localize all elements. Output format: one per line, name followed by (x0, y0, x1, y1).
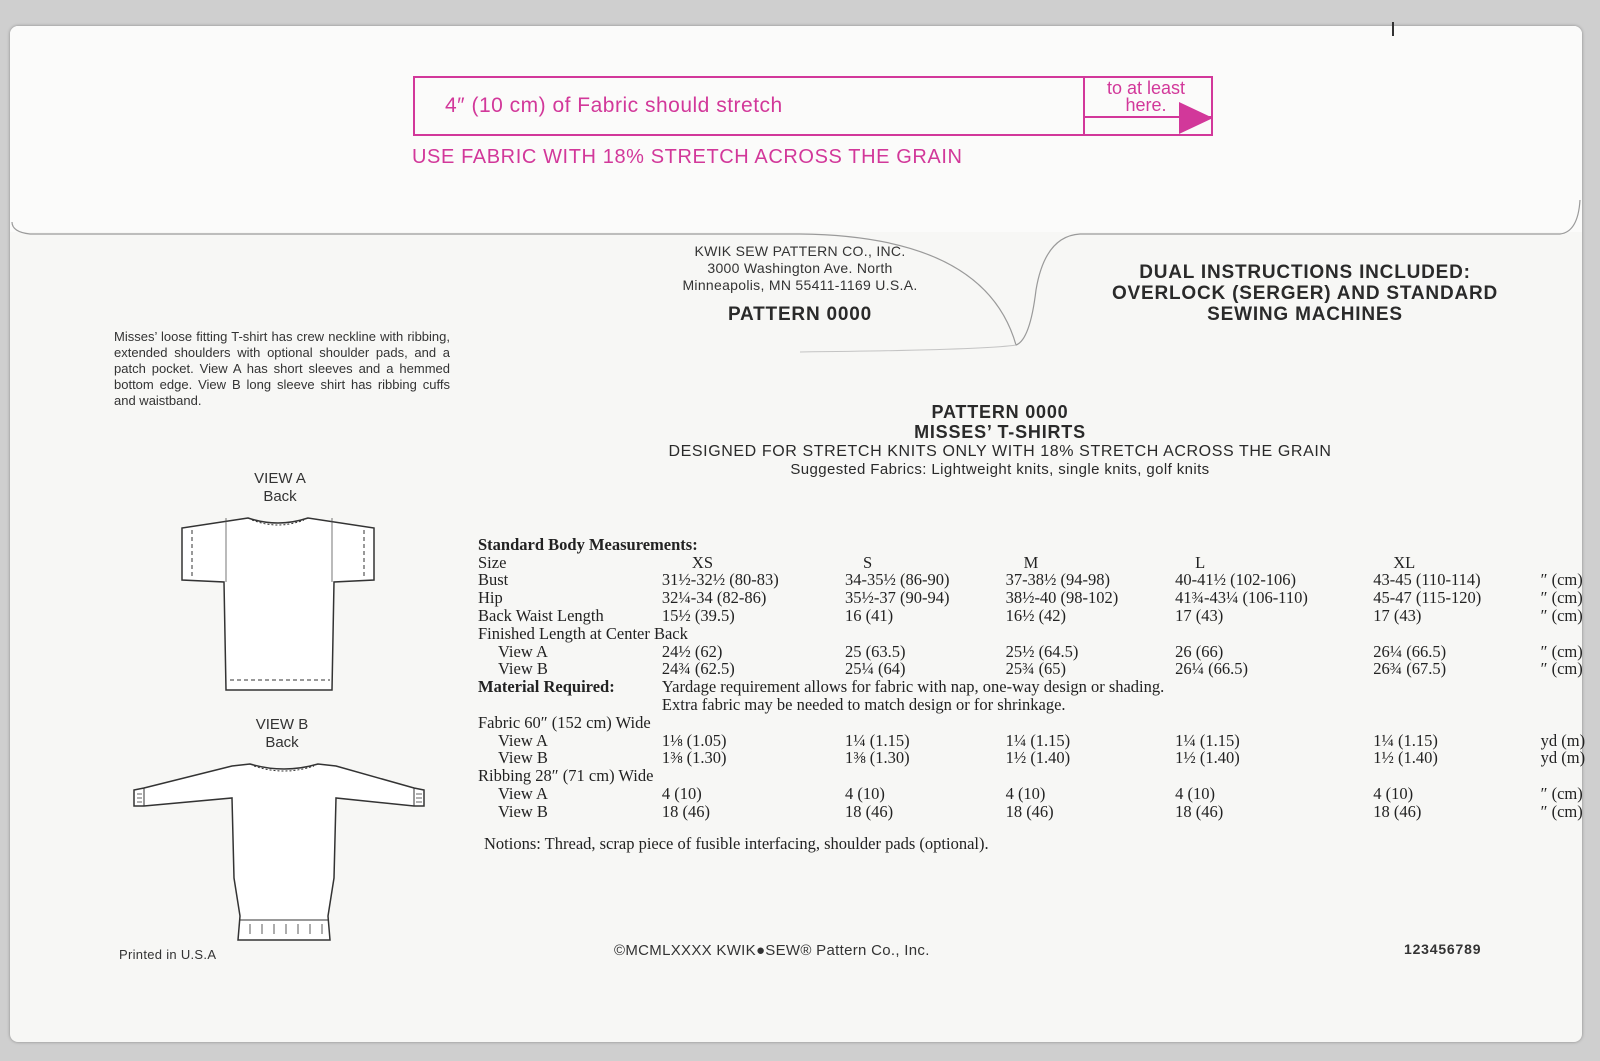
dual-line2: OVERLOCK (SERGER) AND STANDARD (1111, 283, 1499, 304)
table-row (478, 553, 1600, 571)
table-row (478, 713, 1600, 731)
table-row (478, 677, 1600, 695)
size-xs: XS (691, 552, 714, 572)
cell: 25¾ (65) (1005, 659, 1067, 679)
view-a-title: VIEW A (254, 470, 306, 487)
cell: 4 (10) (1373, 783, 1414, 803)
table-row (478, 588, 1600, 606)
size-label: Size (478, 552, 507, 572)
cell: 1½ (1.40) (1005, 748, 1071, 768)
cell: 1⅛ (1.05) (661, 730, 727, 750)
cell: 18 (46) (1373, 801, 1422, 821)
unit: ″ (cm) (1540, 641, 1583, 661)
size-l: L (1195, 552, 1206, 572)
table-row (478, 660, 1600, 678)
table-row (478, 784, 1600, 802)
table-row (478, 642, 1600, 660)
cell: 1⅜ (1.30) (661, 748, 727, 768)
material-note1: Yardage requirement allows for fabric with nap, one-way design or shading. (661, 677, 1165, 697)
stretch-end-text: to at least here. (1106, 78, 1186, 115)
cell: 18 (46) (845, 801, 894, 821)
view-a-sub: Back (263, 488, 297, 505)
cell: 26¾ (67.5) (1373, 659, 1447, 679)
cell: 32¼-34 (82-86) (661, 588, 767, 608)
stock-number: 123456789 (1404, 941, 1482, 957)
cell: 38½-40 (98-102) (1005, 588, 1119, 608)
table-row (478, 731, 1600, 749)
row-label: View A (498, 783, 548, 803)
row-label: View A (498, 730, 548, 750)
cell: 25½ (64.5) (1005, 641, 1079, 661)
cell: 26 (66) (1175, 641, 1224, 661)
unit: ″ (cm) (1540, 801, 1583, 821)
notions: Notions: Thread, scrap piece of fusible interfacing, shoulder pads (optional). (484, 834, 989, 853)
table-row (478, 802, 1600, 820)
cell: 26¼ (66.5) (1175, 659, 1248, 679)
stretch-gauge (413, 76, 1213, 136)
cell: 4 (10) (661, 783, 702, 803)
row-label: Back Waist Length (478, 605, 604, 625)
cell: 4 (10) (1005, 783, 1046, 803)
designed-note: DESIGNED FOR STRETCH KNITS ONLY WITH 18% STRETCH ACROSS THE GRAIN (668, 443, 1332, 460)
measurements-title: Standard Body Measurements: (478, 534, 698, 554)
cell: 45-47 (115-120) (1373, 588, 1482, 608)
unit: ″ (cm) (1540, 659, 1583, 679)
cell: 1½ (1.40) (1175, 748, 1240, 768)
cell: 43-45 (110-114) (1373, 570, 1481, 590)
stretch-gauge-label: 4″ (10 cm) of Fabric should stretch (445, 94, 783, 117)
size-m: M (1023, 552, 1039, 572)
view-a-sketch (178, 512, 378, 692)
cell: 17 (43) (1373, 605, 1422, 625)
cell: 1¼ (1.15) (1005, 730, 1071, 750)
company-address-line1: 3000 Washington Ave. North (707, 260, 893, 276)
row-label: View B (498, 748, 548, 768)
cell: 41¾-43¼ (106-110) (1175, 588, 1308, 608)
stretch-note: USE FABRIC WITH 18% STRETCH ACROSS THE GRAIN (412, 146, 963, 168)
dual-instructions (1075, 262, 1535, 325)
unit: yd (m) (1540, 730, 1586, 750)
table-row (478, 695, 1600, 713)
unit: ″ (cm) (1540, 605, 1583, 625)
cell: 18 (46) (1005, 801, 1054, 821)
company-address-line2: Minneapolis, MN 55411-1169 U.S.A. (682, 277, 918, 293)
unit: yd (m) (1540, 748, 1586, 768)
cell: 18 (46) (661, 801, 711, 821)
cell: 24½ (62) (661, 641, 723, 661)
cell: 15½ (39.5) (661, 605, 735, 625)
cell: 1¼ (1.15) (845, 730, 910, 750)
cell: 34-35½ (86-90) (845, 570, 950, 590)
cell: 25 (63.5) (845, 641, 906, 661)
cell: 4 (10) (845, 783, 885, 803)
table-row (478, 606, 1600, 624)
cell: 17 (43) (1175, 605, 1224, 625)
cell: 31½-32½ (80-83) (661, 570, 779, 590)
table-row (478, 766, 1600, 784)
company-address (640, 243, 960, 294)
cell: 1¼ (1.15) (1373, 730, 1438, 750)
company-name: KWIK SEW PATTERN CO., INC. (694, 243, 906, 259)
pattern-number: PATTERN 0000 (931, 402, 1069, 422)
unit: ″ (cm) (1540, 588, 1583, 608)
table-row (478, 571, 1600, 589)
cell: 1⅜ (1.30) (845, 748, 910, 768)
size-xl: XL (1393, 552, 1416, 572)
ribbing-label: Ribbing 28″ (71 cm) Wide (478, 766, 654, 786)
cell: 37-38½ (94-98) (1005, 570, 1111, 590)
table-row (478, 749, 1600, 767)
pattern-description: Misses’ loose fitting T-shirt has crew neckline with ribbing, extended shoulders with optional shoulder pads, and a patch pocket. View A has short sleeves and a hemmed bottom edge. View B long sleeve shirt has ribbing cuffs and waistband. (114, 329, 450, 408)
material-label: Material Required: (478, 677, 615, 697)
cell: 4 (10) (1175, 783, 1215, 803)
view-b-sketch (124, 758, 444, 943)
printed-in: Printed in U.S.A (119, 947, 217, 962)
view-b-sub: Back (265, 734, 299, 751)
cell: 1½ (1.40) (1373, 748, 1438, 768)
table-row (478, 624, 1600, 642)
row-label: View B (498, 659, 548, 679)
cell: 40-41½ (102-106) (1175, 570, 1297, 590)
row-label: Hip (478, 588, 503, 608)
cell: 26¼ (66.5) (1373, 641, 1447, 661)
measurements-table (478, 535, 1600, 820)
cell: 24¾ (62.5) (661, 659, 735, 679)
view-b-title: VIEW B (255, 716, 309, 733)
finished-length-label: Finished Length at Center Back (478, 623, 688, 643)
pattern-number-top: PATTERN 0000 (727, 304, 873, 325)
cell: 25¼ (64) (845, 659, 906, 679)
unit: ″ (cm) (1540, 570, 1583, 590)
cell: 18 (46) (1175, 801, 1224, 821)
cell: 1¼ (1.15) (1175, 730, 1240, 750)
row-label: View A (498, 641, 548, 661)
size-s: S (863, 552, 873, 572)
suggested-fabrics: Suggested Fabrics: Lightweight knits, single knits, golf knits (790, 461, 1210, 478)
fabric-label: Fabric 60″ (152 cm) Wide (478, 712, 651, 732)
cell: 16 (41) (845, 605, 894, 625)
stretch-gauge-end (1083, 78, 1211, 134)
dual-line1: DUAL INSTRUCTIONS INCLUDED: (1139, 262, 1471, 283)
copyright: ©MCMLXXXX KWIK●SEW® Pattern Co., Inc. (614, 942, 930, 959)
unit: ″ (cm) (1540, 783, 1583, 803)
pattern-title: MISSES’ T-SHIRTS (914, 422, 1086, 442)
trim-mark (1392, 22, 1394, 36)
view-a-label (220, 470, 340, 506)
pattern-heading (600, 402, 1400, 478)
view-b-label (222, 716, 342, 752)
arrow-right-icon (1175, 100, 1215, 136)
dual-line3: SEWING MACHINES (1207, 304, 1403, 325)
material-note2: Extra fabric may be needed to match design or for shrinkage. (661, 694, 1066, 714)
row-label: Bust (478, 570, 509, 590)
cell: 35½-37 (90-94) (845, 588, 950, 608)
table-row (478, 535, 1600, 553)
cell: 16½ (42) (1005, 605, 1067, 625)
row-label: View B (498, 801, 548, 821)
